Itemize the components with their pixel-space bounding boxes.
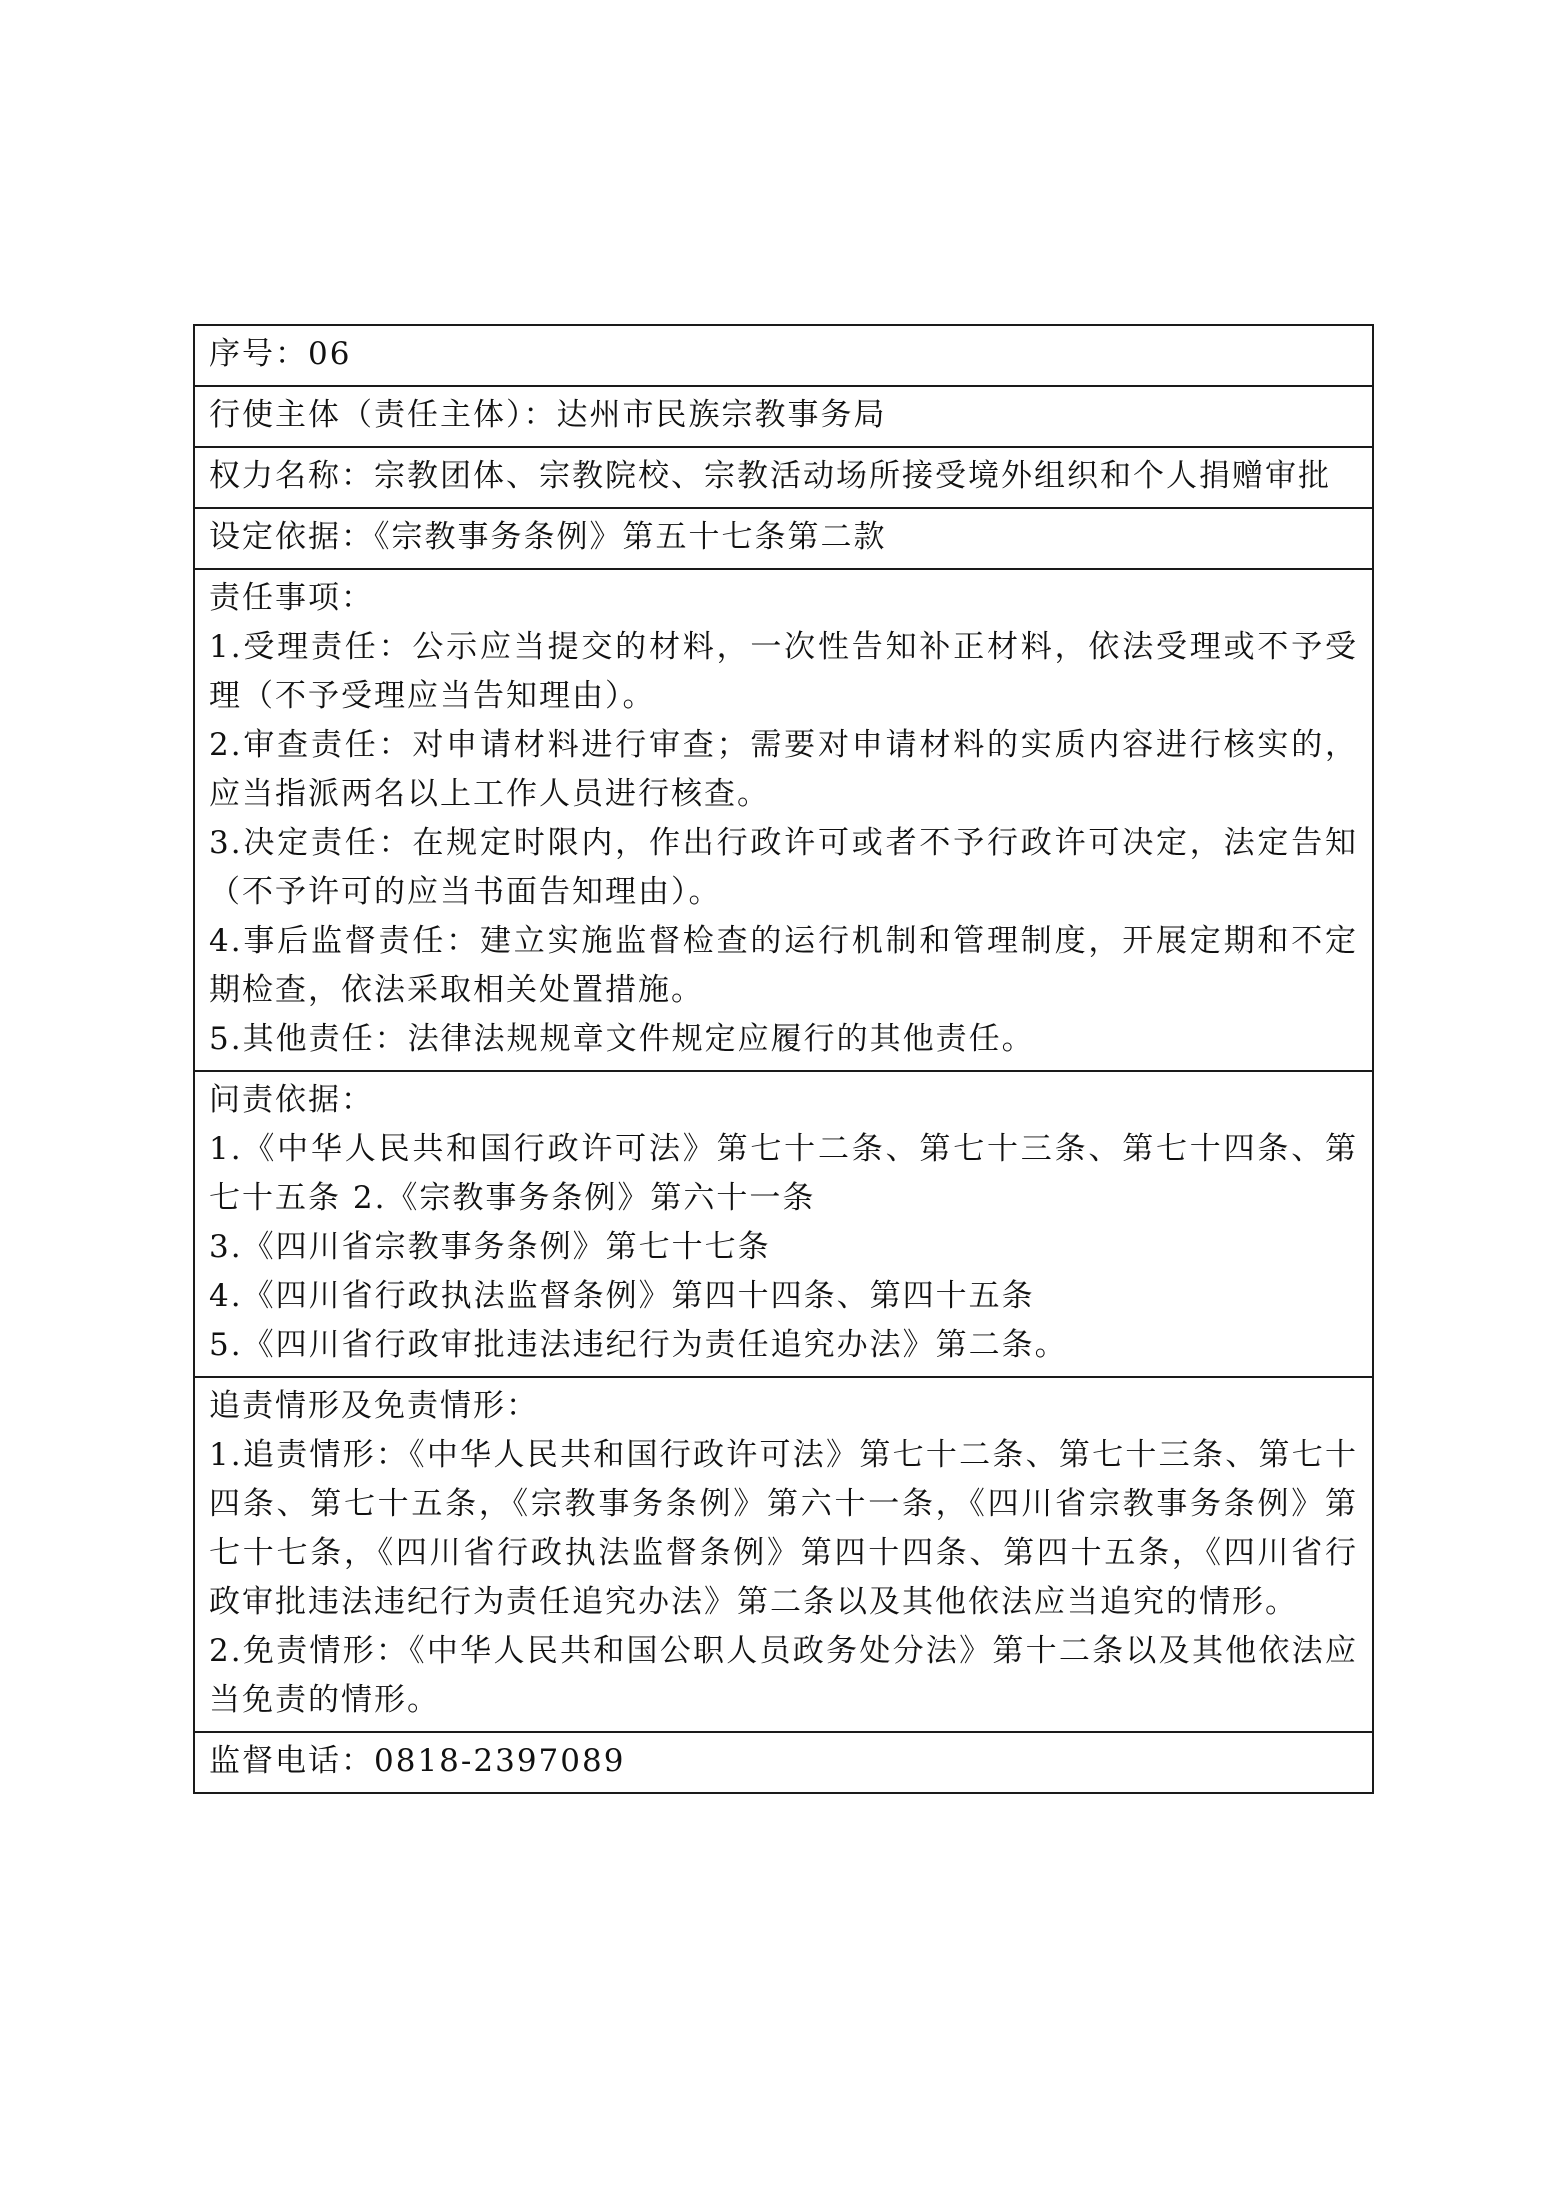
row-basis (194, 508, 1373, 569)
accountability-basis-item: 1.《中华人民共和国行政许可法》第七十二条、第七十三条、第七十四条、第七十五条 2.《宗教事务条例》第六十一条 (209, 1131, 1358, 1216)
responsibility-table (193, 324, 1374, 1794)
accountability-basis-cell (194, 1071, 1373, 1377)
accountability-basis-item: 4.《四川省行政执法监督条例》第四十四条、第四十五条 (209, 1278, 1035, 1314)
responsibilities-heading: 责任事项： (209, 580, 374, 616)
liability-cell (194, 1377, 1373, 1732)
liability-item: 1.追责情形：《中华人民共和国行政许可法》第七十二条、第七十三条、第七十四条、第七十五条，《宗教事务条例》第六十一条，《四川省宗教事务条例》第七十七条，《四川省行政执法监督条例》第四十四条、第四十五条，《四川省行政审批违法违纪行为责任追究办法》第二条以及其他依法应当追究的情形。 (209, 1437, 1358, 1620)
row-responsibilities (194, 569, 1373, 1071)
accountability-basis-item: 3.《四川省宗教事务条例》第七十七条 (209, 1229, 771, 1265)
responsibility-item: 5.其他责任：法律法规规章文件规定应履行的其他责任。 (209, 1021, 1035, 1057)
executing-subject: 行使主体（责任主体）：达州市民族宗教事务局 (194, 386, 1373, 447)
row-liability (194, 1377, 1373, 1732)
responsibilities-cell (194, 569, 1373, 1071)
responsibility-item: 1.受理责任：公示应当提交的材料，一次性告知补正材料，依法受理或不予受理（不予受理应当告知理由）。 (209, 629, 1358, 714)
row-subject (194, 386, 1373, 447)
liability-item: 2.免责情形：《中华人民共和国公职人员政务处分法》第十二条以及其他依法应当免责的情形。 (209, 1633, 1358, 1718)
row-power-name (194, 447, 1373, 508)
legal-basis: 设定依据：《宗教事务条例》第五十七条第二款 (194, 508, 1373, 569)
accountability-basis-heading: 问责依据： (209, 1082, 374, 1118)
serial-number: 序号：06 (194, 325, 1373, 386)
accountability-basis-item: 5.《四川省行政审批违法违纪行为责任追究办法》第二条。 (209, 1327, 1068, 1363)
responsibility-item: 2.审查责任：对申请材料进行审查；需要对申请材料的实质内容进行核实的，应当指派两名以上工作人员进行核查。 (209, 727, 1358, 812)
row-phone (194, 1732, 1373, 1793)
row-serial (194, 325, 1373, 386)
liability-heading: 追责情形及免责情形： (209, 1388, 539, 1424)
power-name: 权力名称：宗教团体、宗教院校、宗教活动场所接受境外组织和个人捐赠审批 (194, 447, 1373, 508)
row-accountability-basis (194, 1071, 1373, 1377)
responsibility-item: 4.事后监督责任：建立实施监督检查的运行机制和管理制度，开展定期和不定期检查，依法采取相关处置措施。 (209, 923, 1358, 1008)
responsibility-item: 3.决定责任：在规定时限内，作出行政许可或者不予行政许可决定，法定告知（不予许可的应当书面告知理由）。 (209, 825, 1358, 910)
supervision-phone: 监督电话：0818-2397089 (194, 1732, 1373, 1793)
